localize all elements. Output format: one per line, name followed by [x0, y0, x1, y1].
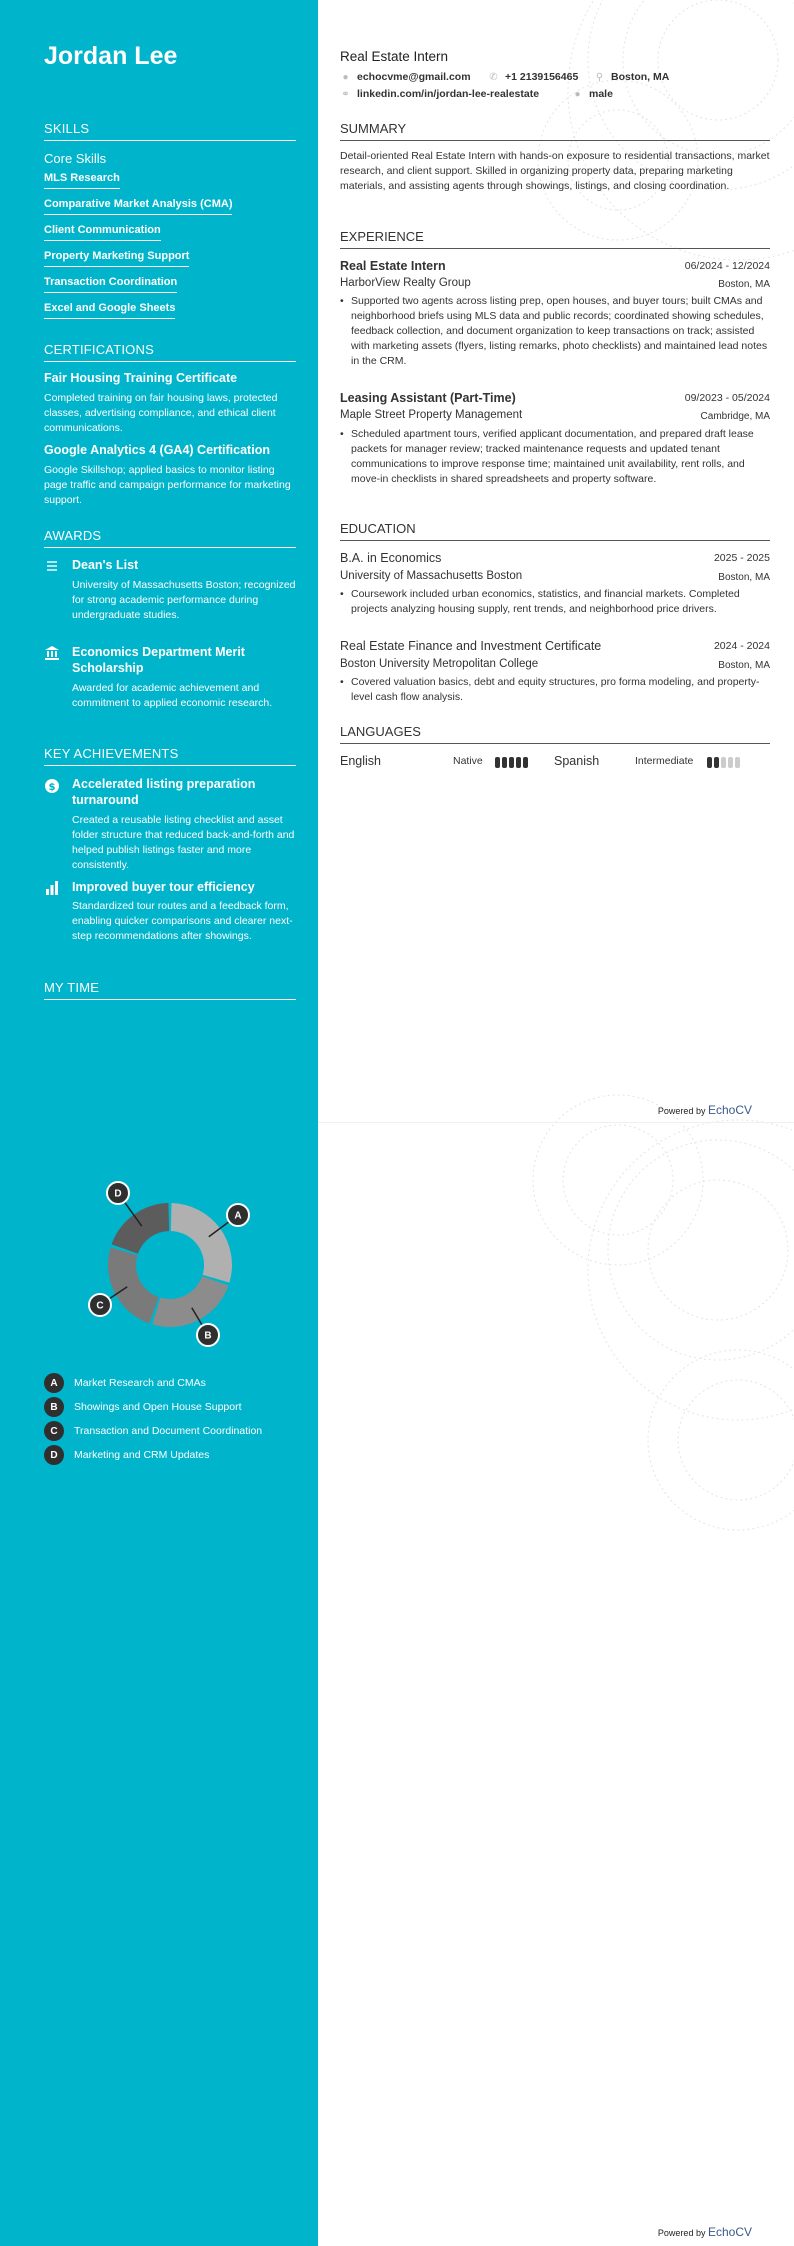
certification-text: Google Skillshop; applied basics to monitor listing page traffic and campaign performance for marketing support.: [44, 464, 291, 506]
award-title: Dean's List: [72, 558, 139, 572]
phone-contact[interactable]: [488, 71, 578, 83]
bank-icon: [44, 645, 60, 661]
language-rating: [707, 757, 740, 768]
education-date: 2024 - 2024: [713, 640, 770, 652]
linkedin-contact[interactable]: [340, 88, 539, 100]
skill-item: Client Communication: [44, 224, 161, 241]
sidebar: [0, 0, 318, 2246]
experience-heading: EXPERIENCE: [340, 229, 770, 249]
powered-by-footer[interactable]: [658, 1103, 752, 1117]
experience-date: 09/2023 - 05/2024: [684, 392, 770, 404]
legend-label: Showings and Open House Support: [74, 1401, 242, 1413]
powered-by-text: Powered by: [657, 2228, 706, 2238]
legend-badge: D: [44, 1445, 64, 1465]
language-name: English: [340, 754, 381, 768]
email-icon: ●: [342, 71, 349, 83]
rating-dot: [502, 757, 507, 768]
legend-badge: B: [44, 1397, 64, 1417]
award-text: Awarded for academic achievement and commitment to applied economic research.: [72, 682, 273, 709]
skills-group-title: Core Skills: [44, 151, 107, 166]
rating-dot: [523, 757, 528, 768]
gender-contact: [572, 88, 613, 100]
legend-item: [44, 1445, 209, 1465]
awards-heading: AWARDS: [44, 528, 296, 548]
legend-item: [44, 1421, 262, 1441]
legend-badge: C: [44, 1421, 64, 1441]
award-title: Economics Department Merit Scholarship: [72, 645, 245, 675]
award-text: University of Massachusetts Boston; recognized for strong academic performance during undergraduate studies.: [72, 579, 296, 621]
location-text: Boston, MA: [611, 71, 670, 83]
language-level: Intermediate: [635, 755, 694, 767]
svg-text:$: $: [48, 782, 56, 793]
rating-dot: [495, 757, 500, 768]
rating-dot: [516, 757, 521, 768]
education-heading: EDUCATION: [340, 521, 770, 541]
experience-location: Boston, MA: [718, 279, 770, 290]
donut-badge-label: A: [234, 1210, 242, 1222]
powered-by-footer[interactable]: [658, 2225, 752, 2239]
legend-label: Marketing and CRM Updates: [74, 1449, 210, 1461]
phone-text: +1 2139156465: [505, 71, 579, 83]
summary-heading: SUMMARY: [340, 121, 770, 141]
donut-badge-label: C: [96, 1300, 104, 1312]
experience-bullet: • Supported two agents across listing prep, open houses, and buyer tours; built CMAs and neighborhood briefs using MLS data and public records; coordinated showing schedules, feedback collection, and document organization to keep transactions on track; assisted with marketing assets (flyers, listing remarks, photo checklists) and maintained lead notes in the CRM.: [340, 294, 770, 369]
gender-text: male: [589, 88, 613, 100]
experience-company: Maple Street Property Management: [340, 409, 523, 421]
location-pin-icon: ⚲: [595, 71, 604, 83]
donut-slice-c: [108, 1247, 159, 1323]
bar-chart-icon: [44, 880, 60, 896]
brand-logo: EchoCV: [707, 2225, 752, 2239]
rating-dot: [721, 757, 726, 768]
rating-dot: [714, 757, 719, 768]
achievement-title: Accelerated listing preparation turnaround: [72, 777, 256, 807]
achievement-text: Created a reusable listing checklist and asset folder structure that reduced back-and-forth and helped publish listings faster and more consistently.: [72, 814, 295, 871]
education-location: Boston, MA: [718, 660, 770, 671]
languages-heading: LANGUAGES: [340, 724, 770, 744]
phone-icon: ✆: [489, 71, 498, 83]
person-icon: ●: [574, 88, 581, 100]
summary-text: Detail-oriented Real Estate Intern with hands-on exposure to residential transactions, market research, and client support. Skilled in organizing property data, preparing marketing materials, and assisting agents through showings, listings, and closing coordination.: [340, 150, 770, 192]
education-school: University of Massachusetts Boston: [340, 570, 523, 582]
linkedin-text: linkedin.com/in/jordan-lee-realestate: [357, 88, 540, 100]
skill-item: MLS Research: [44, 172, 120, 189]
experience-company: HarborView Realty Group: [340, 277, 471, 289]
education-bullet: • Covered valuation basics, debt and equity structures, pro forma modeling, and property-level cash flow analysis.: [340, 675, 770, 705]
time-donut-chart: [60, 1170, 280, 1360]
powered-by-text: Powered by: [657, 1106, 706, 1116]
donut-badge-label: B: [204, 1330, 212, 1342]
rating-dot: [707, 757, 712, 768]
legend-item: [44, 1373, 206, 1393]
candidate-name: Jordan Lee: [44, 42, 178, 70]
skills-heading: SKILLS: [44, 121, 296, 141]
job-title: Real Estate Intern: [340, 49, 449, 64]
brand-logo: EchoCV: [707, 1103, 752, 1117]
location-contact: [594, 71, 669, 83]
donut-slice-b: [152, 1276, 228, 1327]
legend-label: Transaction and Document Coordination: [74, 1425, 263, 1437]
education-bullet: • Coursework included urban economics, statistics, and financial markets. Completed projects analyzing housing supply, rent trends, and neighborhood price drivers.: [340, 587, 770, 617]
experience-title: Real Estate Intern: [340, 259, 446, 273]
main-column: [318, 0, 794, 2246]
experience-title: Leasing Assistant (Part-Time): [340, 391, 516, 405]
experience-location: Cambridge, MA: [700, 411, 770, 422]
language-name: Spanish: [554, 754, 600, 768]
legend-label: Market Research and CMAs: [74, 1377, 206, 1389]
skill-item: Excel and Google Sheets: [44, 302, 175, 319]
education-school: Boston University Metropolitan College: [340, 658, 539, 670]
education-location: Boston, MA: [718, 572, 770, 583]
achievements-heading: KEY ACHIEVEMENTS: [44, 746, 296, 766]
skill-item: Transaction Coordination: [44, 276, 177, 293]
donut-badge-label: D: [114, 1188, 122, 1200]
email-text: echocvme@gmail.com: [357, 71, 471, 83]
dollar-icon: [44, 778, 60, 794]
legend-item: [44, 1397, 242, 1417]
achievement-text: Standardized tour routes and a feedback form, enabling quicker comparisons and clearer next-step recommendations after showings.: [72, 900, 293, 942]
language-rating: [495, 757, 528, 768]
list-icon: [44, 558, 60, 574]
skill-item: Comparative Market Analysis (CMA): [44, 198, 232, 215]
certifications-heading: CERTIFICATIONS: [44, 342, 296, 362]
legend-badge: A: [44, 1373, 64, 1393]
rating-dot: [728, 757, 733, 768]
donut-slice-a: [171, 1203, 232, 1283]
language-level: Native: [453, 755, 483, 767]
skill-item: Property Marketing Support: [44, 250, 189, 267]
rating-dot: [735, 757, 740, 768]
email-contact[interactable]: [340, 71, 471, 83]
certification-title: Google Analytics 4 (GA4) Certification: [44, 443, 270, 457]
link-icon: ⚭: [341, 88, 350, 100]
certification-title: Fair Housing Training Certificate: [44, 371, 238, 385]
experience-date: 06/2024 - 12/2024: [684, 260, 770, 272]
achievement-title: Improved buyer tour efficiency: [72, 880, 255, 894]
education-date: 2025 - 2025: [713, 552, 770, 564]
rating-dot: [509, 757, 514, 768]
page-break: [318, 1122, 794, 1123]
education-title: Real Estate Finance and Investment Certificate: [340, 639, 602, 653]
experience-bullet: • Scheduled apartment tours, verified applicant documentation, and prepared draft lease packets for manager review; tracked maintenance requests and updated tenant communications to improve response time; maintained unit availability, rent rolls, and move-in checklists in shared spreadsheets and property software.: [340, 427, 770, 487]
my-time-heading: MY TIME: [44, 980, 296, 1000]
education-title: B.A. in Economics: [340, 551, 442, 565]
certification-text: Completed training on fair housing laws, protected classes, advertising compliance, and ethical client communications.: [44, 392, 278, 434]
donut-slice-d: [112, 1203, 170, 1254]
